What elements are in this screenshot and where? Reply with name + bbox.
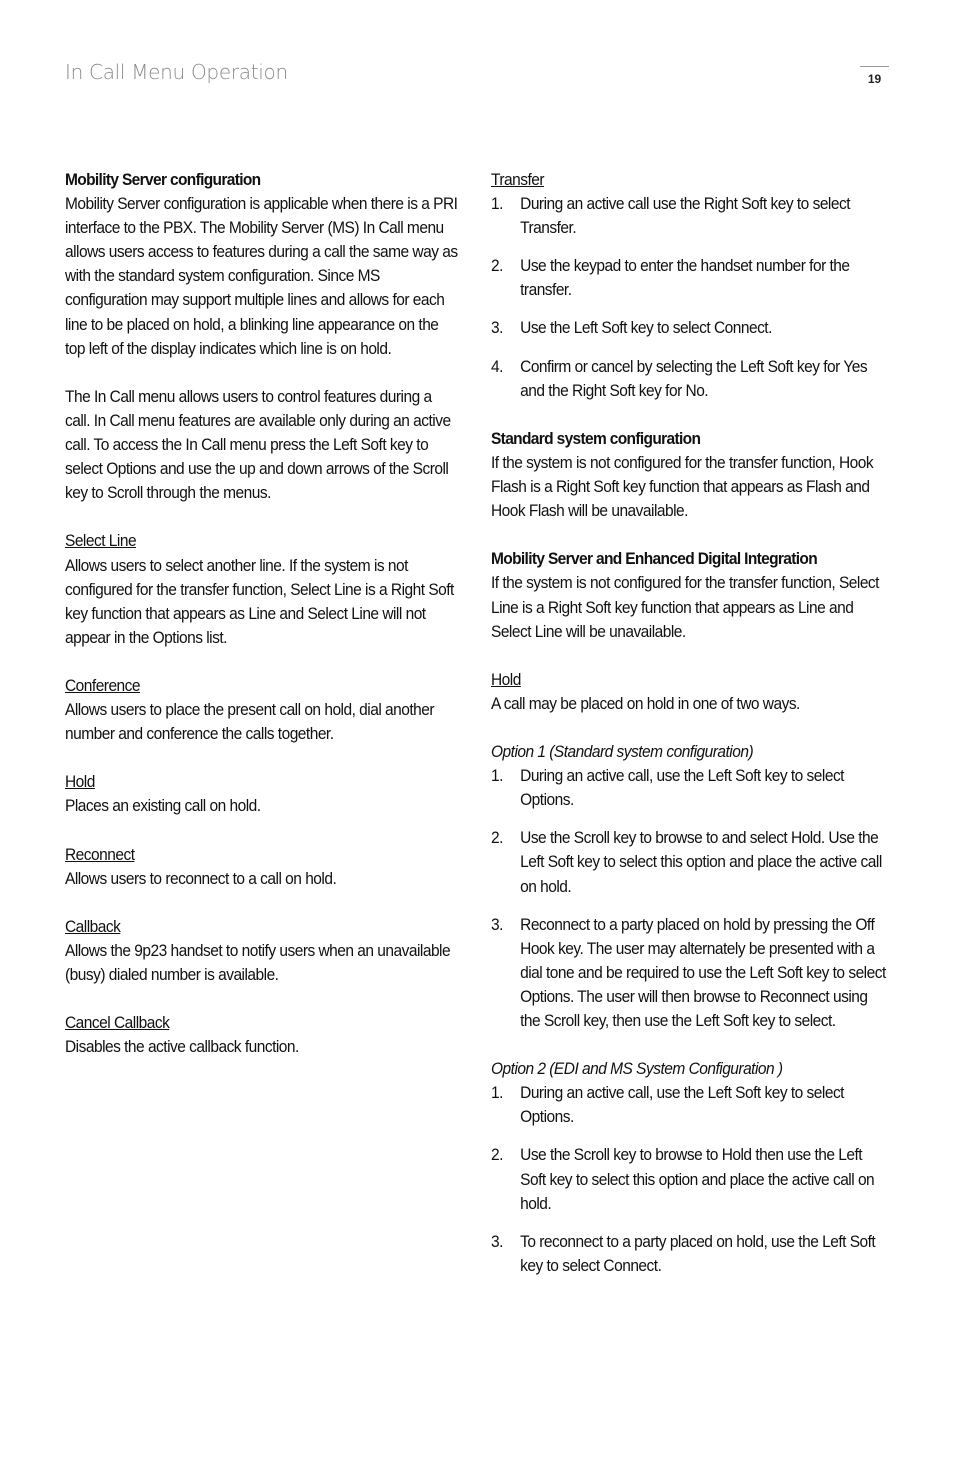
step-text: Use the keypad to enter the handset number for the transfer. <box>520 257 850 300</box>
step-text: Confirm or cancel by selecting the Left Soft key for Yes and the Right Soft key for No. <box>520 357 868 400</box>
step-number: 3. <box>491 1232 503 1251</box>
hold-body: Places an existing call on hold. <box>65 797 261 816</box>
step-text: During an active call, use the Left Soft key to select Options. <box>520 1084 844 1127</box>
step-text: During an active call, use the Left Soft key to select Options. <box>520 767 844 810</box>
step-number: 2. <box>491 829 503 848</box>
option1-steps <box>491 764 890 1033</box>
ms-edi-body: If the system is not configured for the transfer function, Select Line is a Right Soft key function that appears as Line and Select Line will be unavailable. <box>491 574 879 641</box>
step-number: 3. <box>491 915 503 934</box>
reconnect-body: Allows users to reconnect to a call on hold. <box>65 869 337 888</box>
list-item <box>491 254 890 302</box>
option2-title: Option 2 (EDI and MS System Configuration ) <box>491 1060 783 1079</box>
transfer-title: Transfer <box>491 171 545 189</box>
step-number: 2. <box>491 1146 503 1165</box>
conference-title: Conference <box>65 676 141 695</box>
ms-edi-heading: Mobility Server and Enhanced Digital Integration <box>491 550 818 569</box>
callback-title: Callback <box>65 917 121 936</box>
list-item <box>491 1143 890 1215</box>
page-number-rule <box>860 66 889 67</box>
list-item <box>491 316 890 340</box>
list-item <box>491 192 890 240</box>
page-number: 19 <box>867 72 882 86</box>
reconnect-title: Reconnect <box>65 845 135 864</box>
step-text: Use the Scroll key to browse to and select Hold. Use the Left Soft key to select this option and place the active call on hold. <box>520 829 882 896</box>
step-number: 3. <box>491 319 503 338</box>
ms-config-body: Mobility Server configuration is applicable when there is a PRI interface to the PBX. The Mobility Server (MS) In Call menu allows users access to features during a call the same way as with the standard system configuration. Since MS configuration may support multiple lines and allows for each line to be placed on hold, a blinking line appearance on the top left of the display indicates which line is on hold. <box>65 195 458 358</box>
step-number: 1. <box>491 1084 503 1103</box>
list-item <box>491 1081 890 1129</box>
conference-body: Allows users to place the present call on hold, dial another number and conference the calls together. <box>65 701 435 744</box>
left-column <box>65 168 460 1059</box>
step-text: During an active call use the Right Soft key to select Transfer. <box>520 195 851 238</box>
list-item <box>491 913 890 1033</box>
list-item <box>491 355 890 403</box>
option1-title: Option 1 (Standard system configuration) <box>491 743 754 762</box>
hold-ways-body: A call may be placed on hold in one of two ways. <box>491 694 800 713</box>
hold-ways-title: Hold <box>491 670 521 689</box>
running-head: In Call Menu Operation <box>65 60 288 84</box>
option2-steps <box>491 1081 890 1278</box>
in-call-intro: The In Call menu allows users to control features during a call. In Call menu features are available only during an active call. To access the In Call menu press the Left Soft key to select Options and use the up and down arrows of the Scroll key to Scroll through the menus. <box>65 387 451 503</box>
step-text: Reconnect to a party placed on hold by pressing the Off Hook key. The user may alternately be presented with a dial tone and be required to use the Left Soft key to select Options. The user will then browse to Reconnect using the Scroll key, then use the Left Soft key to select. <box>520 915 886 1030</box>
ms-config-heading: Mobility Server configuration <box>65 171 261 189</box>
select-line-title: Select Line <box>65 532 137 551</box>
standard-config-body: If the system is not configured for the transfer function, Hook Flash is a Right Soft key function that appears as Flash and Hook Flash will be unavailable. <box>491 453 874 521</box>
step-number: 1. <box>491 767 503 786</box>
right-column <box>491 168 890 1278</box>
select-line-body: Allows users to select another line. If the system is not configured for the transfer function, Select Line is a Right Soft key function that appears as Line and Select Line will not appear in the Options list. <box>65 556 454 647</box>
cancel-callback-body: Disables the active callback function. <box>65 1038 299 1057</box>
callback-body: Allows the 9p23 handset to notify users when an unavailable (busy) dialed number is available. <box>65 942 451 985</box>
step-text: Use the Left Soft key to select Connect. <box>520 319 772 338</box>
step-number: 4. <box>491 357 503 376</box>
cancel-callback-title: Cancel Callback <box>65 1014 170 1033</box>
list-item <box>491 764 890 812</box>
step-number: 2. <box>491 257 503 276</box>
transfer-steps <box>491 192 890 403</box>
step-text: Use the Scroll key to browse to Hold then use the Left Soft key to select this option and place the active call on hold. <box>520 1146 875 1213</box>
step-text: To reconnect to a party placed on hold, use the Left Soft key to select Connect. <box>520 1232 876 1275</box>
standard-config-heading: Standard system configuration <box>491 429 701 448</box>
hold-title: Hold <box>65 773 95 792</box>
list-item <box>491 826 890 898</box>
list-item <box>491 1230 890 1278</box>
step-number: 1. <box>491 195 503 214</box>
